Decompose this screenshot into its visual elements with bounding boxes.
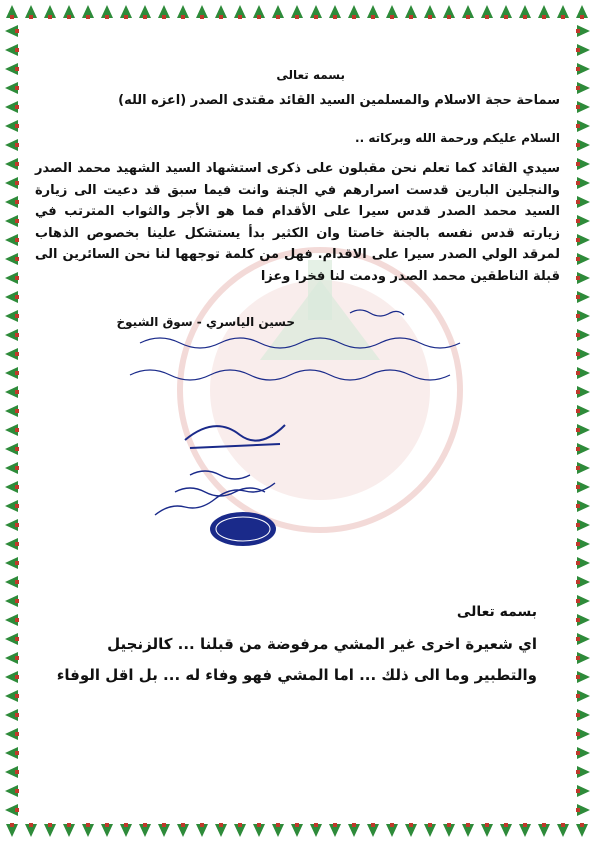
- border-motif: [5, 139, 19, 151]
- border-motif: [5, 804, 19, 816]
- border-motif: [329, 823, 341, 837]
- border-motif: [576, 652, 590, 664]
- handwritten-answer: [120, 305, 490, 395]
- border-motif: [158, 5, 170, 19]
- reply-heading: بسمه تعالى: [456, 604, 537, 620]
- border-motif: [5, 253, 19, 265]
- border-motif: [500, 5, 512, 19]
- border-motif: [5, 63, 19, 75]
- border-motif: [519, 5, 531, 19]
- border-motif: [576, 766, 590, 778]
- border-motif: [177, 5, 189, 19]
- border-motif: [576, 823, 588, 837]
- border-motif: [158, 823, 170, 837]
- border-motif: [82, 823, 94, 837]
- border-motif: [367, 5, 379, 19]
- border-motif: [576, 120, 590, 132]
- border-motif: [215, 823, 227, 837]
- border-motif: [25, 5, 37, 19]
- border-motif: [5, 519, 19, 531]
- border-motif: [5, 367, 19, 379]
- border-motif: [367, 823, 379, 837]
- border-motif: [576, 63, 590, 75]
- border-motif: [120, 823, 132, 837]
- border-motif: [6, 823, 18, 837]
- border-motif: [576, 728, 590, 740]
- border-motif: [481, 823, 493, 837]
- border-motif: [5, 177, 19, 189]
- border-motif: [576, 595, 590, 607]
- letter-addressee: سماحة حجة الاسلام والمسلمين السيد القائد مقتدى الصدر (اعزه الله): [118, 93, 560, 108]
- border-motif: [5, 766, 19, 778]
- border-motif: [519, 823, 531, 837]
- reply-line-1: اي شعيرة اخرى غير المشي مرفوضة من قبلنا ... كالزنجيل: [107, 635, 537, 653]
- border-motif: [5, 348, 19, 360]
- border-motif: [272, 5, 284, 19]
- border-motif: [63, 823, 75, 837]
- border-motif: [5, 652, 19, 664]
- border-motif: [576, 101, 590, 113]
- border-motif: [5, 481, 19, 493]
- letter-greeting: السلام عليكم ورحمة الله وبركاته ..: [355, 131, 560, 145]
- border-motif: [291, 823, 303, 837]
- border-motif: [538, 5, 550, 19]
- border-motif: [5, 405, 19, 417]
- border-motif: [405, 823, 417, 837]
- border-motif: [576, 291, 590, 303]
- border-motif: [424, 5, 436, 19]
- border-motif: [576, 785, 590, 797]
- border-motif: [576, 709, 590, 721]
- border-motif: [139, 5, 151, 19]
- border-motif: [234, 5, 246, 19]
- border-motif: [5, 785, 19, 797]
- border-motif: [5, 120, 19, 132]
- border-motif: [5, 291, 19, 303]
- border-motif: [576, 481, 590, 493]
- border-motif: [576, 633, 590, 645]
- border-motif: [576, 215, 590, 227]
- border-motif: [576, 158, 590, 170]
- border-motif: [576, 576, 590, 588]
- border-motif: [576, 234, 590, 246]
- border-motif: [386, 5, 398, 19]
- border-motif: [5, 709, 19, 721]
- border-motif: [5, 196, 19, 208]
- border-motif: [500, 823, 512, 837]
- border-motif: [576, 538, 590, 550]
- border-motif: [576, 310, 590, 322]
- border-motif: [557, 5, 569, 19]
- border-motif: [576, 614, 590, 626]
- border-motif: [291, 5, 303, 19]
- border-motif: [576, 139, 590, 151]
- border-motif: [405, 5, 417, 19]
- border-motif: [576, 500, 590, 512]
- border-motif: [576, 272, 590, 284]
- border-motif: [5, 595, 19, 607]
- border-motif: [424, 823, 436, 837]
- border-motif: [557, 823, 569, 837]
- border-motif: [5, 614, 19, 626]
- border-motif: [253, 823, 265, 837]
- border-motif: [443, 823, 455, 837]
- border-motif: [234, 823, 246, 837]
- letter-sender: حسين الياسري - سوق الشيوخ: [116, 315, 295, 329]
- border-motif: [177, 823, 189, 837]
- border-motif: [576, 747, 590, 759]
- border-motif: [5, 728, 19, 740]
- letter-body: سيدي القائد كما تعلم نحن مقبلون على ذكرى استشهاد السيد الشهيد محمد الصدر والنجلين البارين قدست اسرارهم في الجنة وانت فيما سبق قد دعيت الى زيارة السيد محمد الصدر قدس سيرا على الأقدام فما هو الأجر والثواب المترتب في زيارته قدس نفسه بالجنة خاصتا وان الكثير بدأ يستشكل علينا بخصوص الذهاب لمرقد الولي الصدر سيرا على الاقدام. فهل من كلمة توجهها لنا نحن السائرين الى قبلة الناطقين محمد الصدر ودمت لنا فخرا وعزا: [35, 161, 560, 284]
- border-motif: [139, 823, 151, 837]
- border-motif: [576, 424, 590, 436]
- border-motif: [576, 196, 590, 208]
- border-motif: [5, 215, 19, 227]
- border-motif: [5, 690, 19, 702]
- seal-stamp: [208, 510, 278, 548]
- border-motif: [5, 101, 19, 113]
- border-motif: [44, 5, 56, 19]
- border-motif: [5, 82, 19, 94]
- border-motif: [6, 5, 18, 19]
- border-motif: [25, 823, 37, 837]
- border-motif: [576, 462, 590, 474]
- border-motif: [348, 823, 360, 837]
- border-motif: [196, 5, 208, 19]
- border-motif: [5, 44, 19, 56]
- border-motif: [576, 253, 590, 265]
- border-motif: [576, 690, 590, 702]
- border-motif: [101, 823, 113, 837]
- border-motif: [576, 329, 590, 341]
- border-motif: [576, 405, 590, 417]
- border-motif: [5, 538, 19, 550]
- border-motif: [5, 576, 19, 588]
- border-motif: [538, 823, 550, 837]
- border-motif: [5, 424, 19, 436]
- border-motif: [576, 348, 590, 360]
- border-motif: [5, 386, 19, 398]
- border-motif: [310, 823, 322, 837]
- border-motif: [386, 823, 398, 837]
- border-motif: [310, 5, 322, 19]
- border-motif: [5, 158, 19, 170]
- border-motif: [5, 671, 19, 683]
- border-motif: [5, 329, 19, 341]
- border-motif: [5, 310, 19, 322]
- border-motif: [576, 443, 590, 455]
- border-motif: [196, 823, 208, 837]
- border-motif: [576, 25, 590, 37]
- border-motif: [5, 443, 19, 455]
- border-motif: [82, 5, 94, 19]
- border-motif: [576, 671, 590, 683]
- border-motif: [5, 25, 19, 37]
- border-motif: [5, 234, 19, 246]
- border-motif: [481, 5, 493, 19]
- border-motif: [329, 5, 341, 19]
- border-motif: [576, 519, 590, 531]
- border-motif: [443, 5, 455, 19]
- border-motif: [348, 5, 360, 19]
- border-motif: [5, 272, 19, 284]
- border-motif: [120, 5, 132, 19]
- border-motif: [576, 367, 590, 379]
- border-motif: [5, 633, 19, 645]
- border-motif: [44, 823, 56, 837]
- border-motif: [576, 557, 590, 569]
- border-motif: [253, 5, 265, 19]
- letter-heading: بسمه تعالى: [276, 68, 345, 82]
- border-motif: [576, 82, 590, 94]
- border-motif: [5, 557, 19, 569]
- border-motif: [5, 747, 19, 759]
- border-motif: [101, 5, 113, 19]
- border-motif: [63, 5, 75, 19]
- border-motif: [5, 500, 19, 512]
- border-motif: [576, 44, 590, 56]
- border-motif: [576, 804, 590, 816]
- border-motif: [576, 5, 588, 19]
- border-motif: [462, 5, 474, 19]
- border-motif: [272, 823, 284, 837]
- border-motif: [576, 386, 590, 398]
- reply-line-2: والتطبير وما الى ذلك ... اما المشي فهو وفاء له ... بل اقل الوفاء: [56, 666, 537, 684]
- border-motif: [5, 462, 19, 474]
- border-motif: [576, 177, 590, 189]
- border-motif: [462, 823, 474, 837]
- border-motif: [215, 5, 227, 19]
